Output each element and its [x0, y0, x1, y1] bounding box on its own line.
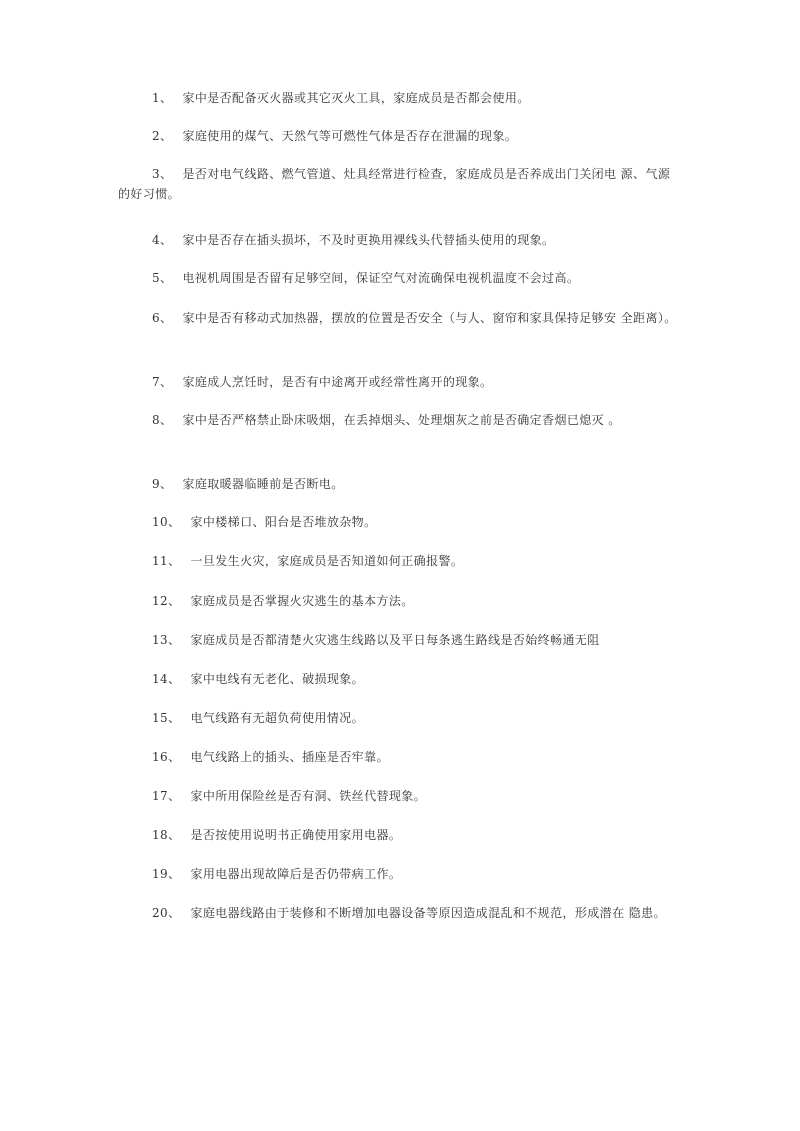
item-text: 电视机周围是否留有足够空间，保证空气对流确保电视机温度不会过高。 — [182, 271, 580, 285]
list-item — [118, 708, 678, 728]
item-text: 是否按使用说明书正确使用家用电器。 — [190, 828, 402, 842]
list-item — [118, 410, 678, 430]
item-text: 家庭取暖器临睡前是否断电。 — [182, 477, 344, 491]
item-number: 5、 — [152, 271, 173, 285]
list-item — [118, 372, 678, 392]
item-number: 10、 — [152, 515, 181, 529]
item-number: 13、 — [152, 633, 181, 647]
list-item — [118, 230, 678, 250]
item-text: 是否对电气线路、燃气管道、灶具经常进行检查，家庭成员是否养成出门关闭电 源、气源的好习惯。 — [118, 167, 671, 201]
list-item — [118, 551, 678, 571]
item-text: 家庭使用的煤气、天然气等可燃性气体是否存在泄漏的现象。 — [182, 129, 518, 143]
item-text: 家中楼梯口、阳台是否堆放杂物。 — [190, 515, 377, 529]
item-number: 9、 — [152, 477, 173, 491]
item-number: 16、 — [152, 750, 181, 764]
list-item — [118, 88, 678, 108]
list-item — [118, 474, 678, 494]
list-item — [118, 630, 678, 650]
list-item — [118, 164, 678, 204]
item-text: 家中所用保险丝是否有洞、铁丝代替现象。 — [190, 789, 427, 803]
list-item — [118, 268, 678, 288]
list-item — [118, 669, 678, 689]
item-number: 7、 — [152, 375, 173, 389]
item-text: 家庭成员是否掌握火灾逃生的基本方法。 — [190, 594, 414, 608]
item-number: 15、 — [152, 711, 181, 725]
item-text: 电气线路有无超负荷使用情况。 — [190, 711, 365, 725]
list-item — [118, 512, 678, 532]
item-text: 电气线路上的插头、插座是否牢靠。 — [190, 750, 389, 764]
item-number: 1、 — [152, 91, 173, 105]
item-number: 8、 — [152, 413, 173, 427]
item-number: 14、 — [152, 672, 181, 686]
item-text: 家中是否有移动式加热器，摆放的位置是否安全（与人、窗帘和家具保持足够安 全距离）。 — [182, 311, 677, 325]
item-number: 2、 — [152, 129, 173, 143]
item-number: 18、 — [152, 828, 181, 842]
item-number: 6、 — [152, 311, 173, 325]
list-item — [118, 786, 678, 806]
item-text: 一旦发生火灾，家庭成员是否知道如何正确报警。 — [190, 554, 464, 568]
item-number: 12、 — [152, 594, 181, 608]
item-number: 17、 — [152, 789, 181, 803]
item-number: 20、 — [152, 906, 181, 920]
item-text: 家中是否配备灭火器或其它灭火工具，家庭成员是否都会使用。 — [182, 91, 530, 105]
item-text: 家用电器出现故障后是否仍带病工作。 — [190, 867, 402, 881]
item-text: 家中电线有无老化、破损现象。 — [190, 672, 365, 686]
list-item — [118, 308, 678, 328]
item-text: 家中是否严格禁止卧床吸烟，在丢掉烟头、处理烟灰之前是否确定香烟已熄灭 。 — [182, 413, 621, 427]
item-number: 19、 — [152, 867, 181, 881]
item-number: 4、 — [152, 233, 173, 247]
list-item — [118, 591, 678, 611]
item-text: 家中是否存在插头损坏，不及时更换用裸线头代替插头使用的现象。 — [182, 233, 555, 247]
item-text: 家庭成人烹饪时，是否有中途离开或经常性离开的现象。 — [182, 375, 493, 389]
item-number: 3、 — [152, 167, 173, 181]
item-text: 家庭成员是否都清楚火灾逃生线路以及平日每条逃生路线是否始终畅通无阻 — [190, 633, 600, 647]
item-text: 家庭电器线路由于装修和不断增加电器设备等原因造成混乱和不规范，形成潜在 隐患。 — [190, 906, 666, 920]
list-item — [118, 825, 678, 845]
item-number: 11、 — [152, 554, 181, 568]
list-item — [118, 903, 678, 923]
list-item — [118, 864, 678, 884]
list-item — [118, 747, 678, 767]
list-item — [118, 126, 678, 146]
